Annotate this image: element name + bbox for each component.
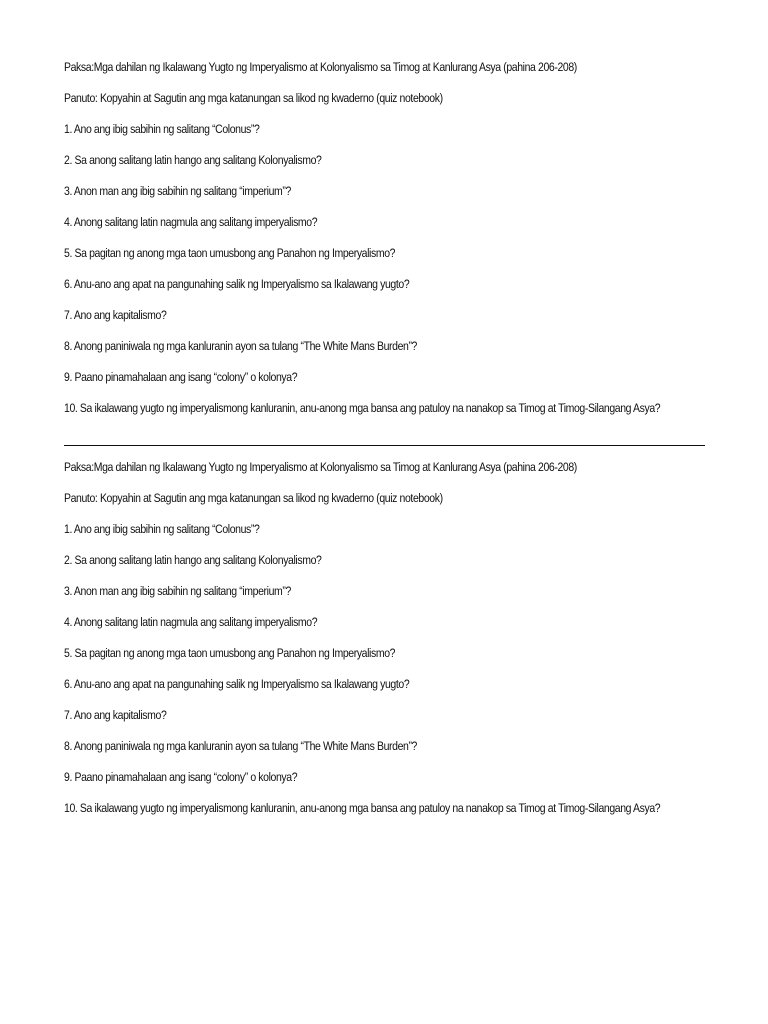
question-5: 5. Sa pagitan ng anong mga taon umusbong ang Panahon ng Imperyalismo?: [64, 646, 396, 660]
question-1: 1. Ano ang ibig sabihin ng salitang “Colonus”?: [64, 122, 260, 136]
question-4: 4. Anong salitang latin nagmula ang salitang imperyalismo?: [64, 615, 318, 629]
question-6: 6. Anu-ano ang apat na pangunahing salik ng Imperyalismo sa Ikalawang yugto?: [64, 277, 410, 291]
question-9: 9. Paano pinamahalaan ang isang “colony” o kolonya?: [64, 770, 298, 784]
question-3: 3. Anon man ang ibig sabihin ng salitang “imperium”?: [64, 584, 291, 598]
question-8: 8. Anong paniniwala ng mga kanluranin ayon sa tulang “The White Mans Burden”?: [64, 339, 418, 353]
instructions-line: Panuto: Kopyahin at Sagutin ang mga katanungan sa likod ng kwaderno (quiz notebook): [64, 491, 443, 505]
question-5: 5. Sa pagitan ng anong mga taon umusbong ang Panahon ng Imperyalismo?: [64, 246, 396, 260]
topic-line: Paksa:Mga dahilan ng Ikalawang Yugto ng Imperyalismo at Kolonyalismo sa Timog at Kanlurang Asya (pahina 206-208): [64, 460, 577, 474]
section-divider: [64, 445, 705, 446]
question-2: 2. Sa anong salitang latin hango ang salitang Kolonyalismo?: [64, 553, 322, 567]
instructions-line: Panuto: Kopyahin at Sagutin ang mga katanungan sa likod ng kwaderno (quiz notebook): [64, 91, 443, 105]
question-10: 10. Sa ikalawang yugto ng imperyalismong kanluranin, anu-anong mga bansa ang patuloy na nanakop sa Timog at Timog-Silangang Asya?: [64, 801, 661, 815]
question-4: 4. Anong salitang latin nagmula ang salitang imperyalismo?: [64, 215, 318, 229]
question-10: 10. Sa ikalawang yugto ng imperyalismong kanluranin, anu-anong mga bansa ang patuloy na nanakop sa Timog at Timog-Silangang Asya?: [64, 401, 661, 415]
question-7: 7. Ano ang kapitalismo?: [64, 308, 167, 322]
question-2: 2. Sa anong salitang latin hango ang salitang Kolonyalismo?: [64, 153, 322, 167]
question-8: 8. Anong paniniwala ng mga kanluranin ayon sa tulang “The White Mans Burden”?: [64, 739, 418, 753]
question-1: 1. Ano ang ibig sabihin ng salitang “Colonus”?: [64, 522, 260, 536]
question-3: 3. Anon man ang ibig sabihin ng salitang “imperium”?: [64, 184, 291, 198]
question-7: 7. Ano ang kapitalismo?: [64, 708, 167, 722]
worksheet-section-2: [64, 460, 706, 816]
topic-line: Paksa:Mga dahilan ng Ikalawang Yugto ng Imperyalismo at Kolonyalismo sa Timog at Kanlurang Asya (pahina 206-208): [64, 60, 577, 74]
worksheet-section-1: [64, 60, 706, 416]
question-9: 9. Paano pinamahalaan ang isang “colony” o kolonya?: [64, 370, 298, 384]
question-6: 6. Anu-ano ang apat na pangunahing salik ng Imperyalismo sa Ikalawang yugto?: [64, 677, 410, 691]
